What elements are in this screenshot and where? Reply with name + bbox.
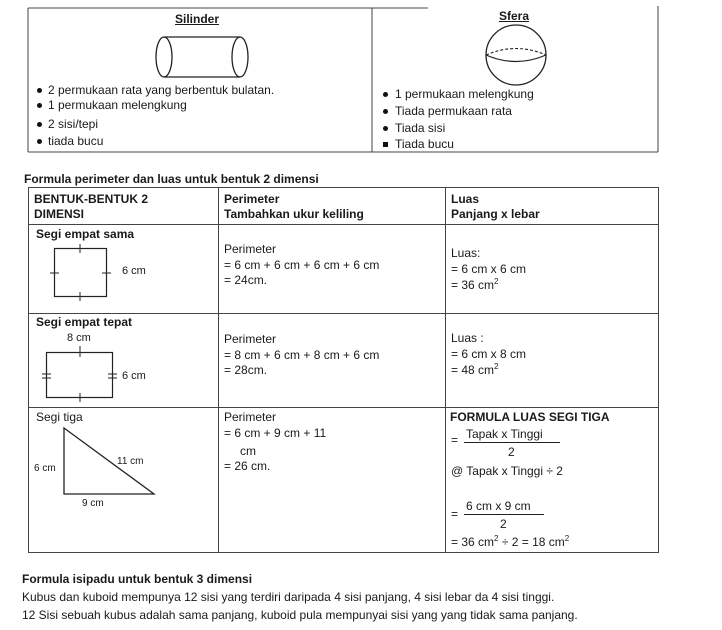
header-perimeter-line1: Perimeter bbox=[224, 192, 280, 206]
formula-3d-line2: 12 Sisi sebuah kubus adalah sama panjang, kuboid pula mempunyai sisi yang yang tidak sama panjang. bbox=[22, 608, 578, 622]
triangle-perimeter-line1-cont: cm bbox=[240, 444, 256, 458]
rectangle-area-line2 bbox=[451, 363, 498, 377]
square-area-line2 bbox=[451, 278, 498, 292]
sfera-bullet-4: Tiada bucu bbox=[395, 137, 454, 151]
square-perimeter-line2: = 24cm. bbox=[224, 273, 268, 287]
rectangle-name: Segi empat tepat bbox=[36, 315, 133, 329]
square-area-exponent: 2 bbox=[494, 277, 499, 286]
silinder-bullet-1: 2 permukaan rata yang berbentuk bulatan. bbox=[48, 83, 275, 97]
sfera-title: Sfera bbox=[499, 9, 530, 23]
silinder-title: Silinder bbox=[175, 12, 220, 26]
header-area-line1: Luas bbox=[451, 192, 480, 206]
header-shape-line1: BENTUK-BENTUK 2 bbox=[34, 192, 148, 206]
triangle-hyp-label: 11 cm bbox=[117, 456, 144, 467]
silinder-bullet-3: 2 sisi/tepi bbox=[48, 117, 99, 131]
rectangle-diagram bbox=[40, 343, 120, 403]
header-perimeter-line2: Tambahkan ukur keliling bbox=[224, 207, 364, 221]
triangle-perimeter-title: Perimeter bbox=[224, 410, 277, 424]
frac2-denominator: 2 bbox=[500, 517, 507, 531]
header-shape-line2: DIMENSI bbox=[34, 207, 85, 221]
triangle-formula-title: FORMULA LUAS SEGI TIGA bbox=[450, 410, 610, 424]
formula-3d-line1: Kubus dan kuboid mempunya 12 sisi yang terdiri daripada 4 sisi panjang, 4 sisi lebar da 4 sisi tinggi. bbox=[22, 590, 555, 604]
frac1-denominator: 2 bbox=[508, 445, 515, 459]
triangle-diagram bbox=[56, 424, 160, 498]
square-area-label: Luas: bbox=[451, 246, 481, 260]
frac1-bar bbox=[464, 442, 560, 443]
square-perimeter-title: Perimeter bbox=[224, 242, 277, 256]
rectangle-perimeter-line1: = 8 cm + 6 cm + 8 cm + 6 cm bbox=[224, 348, 380, 362]
sfera-bullet-2: Tiada permukaan rata bbox=[395, 104, 512, 118]
rectangle-perimeter-title: Perimeter bbox=[224, 332, 277, 346]
frac1-numerator: Tapak x Tinggi bbox=[466, 427, 543, 441]
silinder-bullet-4: tiada bucu bbox=[48, 134, 104, 148]
triangle-base-label: 9 cm bbox=[82, 498, 104, 509]
triangle-name: Segi tiga bbox=[36, 410, 83, 424]
square-side-label: 6 cm bbox=[122, 265, 146, 277]
rectangle-perimeter-line2: = 28cm. bbox=[224, 363, 268, 377]
square-perimeter-line1: = 6 cm + 6 cm + 6 cm + 6 cm bbox=[224, 258, 380, 272]
silinder-bullet-2: 1 permukaan melengkung bbox=[48, 98, 187, 112]
triangle-result-exp2: 2 bbox=[564, 534, 570, 543]
square-diagram bbox=[44, 242, 124, 304]
triangle-result-exp1: 2 bbox=[494, 534, 499, 543]
frac2-equals: = bbox=[451, 507, 459, 521]
formula-3d-heading: Formula isipadu untuk bentuk 3 dimensi bbox=[22, 572, 253, 586]
rectangle-area-label: Luas : bbox=[451, 331, 484, 345]
triangle-left-label: 6 cm bbox=[34, 463, 56, 474]
triangle-result-part2: ÷ 2 = 18 cm bbox=[498, 535, 565, 549]
square-area-value: = 36 cm bbox=[451, 278, 495, 292]
frac2-bar bbox=[464, 514, 544, 515]
sfera-bullet-1: 1 permukaan melengkung bbox=[395, 87, 534, 101]
rectangle-top-label: 8 cm bbox=[67, 332, 91, 344]
rectangle-area-line1: = 6 cm x 8 cm bbox=[451, 347, 527, 361]
rectangle-area-exponent: 2 bbox=[494, 362, 499, 371]
triangle-perimeter-line1: = 6 cm + 9 cm + 11 bbox=[224, 426, 327, 440]
triangle-perimeter-line2: = 26 cm. bbox=[224, 459, 271, 473]
rectangle-area-value: = 48 cm bbox=[451, 363, 495, 377]
square-name: Segi empat sama bbox=[36, 227, 135, 241]
square-area-line1: = 6 cm x 6 cm bbox=[451, 262, 527, 276]
header-area-line2: Panjang x lebar bbox=[451, 207, 540, 221]
rectangle-side-label: 6 cm bbox=[122, 370, 146, 382]
triangle-result-part1: = 36 cm bbox=[451, 535, 495, 549]
frac2-numerator: 6 cm x 9 cm bbox=[466, 499, 531, 513]
triangle-alt-formula: @ Tapak x Tinggi ÷ 2 bbox=[451, 464, 563, 478]
triangle-area-result bbox=[451, 535, 569, 549]
sfera-bullet-3: Tiada sisi bbox=[395, 121, 446, 135]
frac1-equals: = bbox=[451, 433, 459, 447]
formula-2d-heading: Formula perimeter dan luas untuk bentuk 2 dimensi bbox=[24, 172, 319, 186]
